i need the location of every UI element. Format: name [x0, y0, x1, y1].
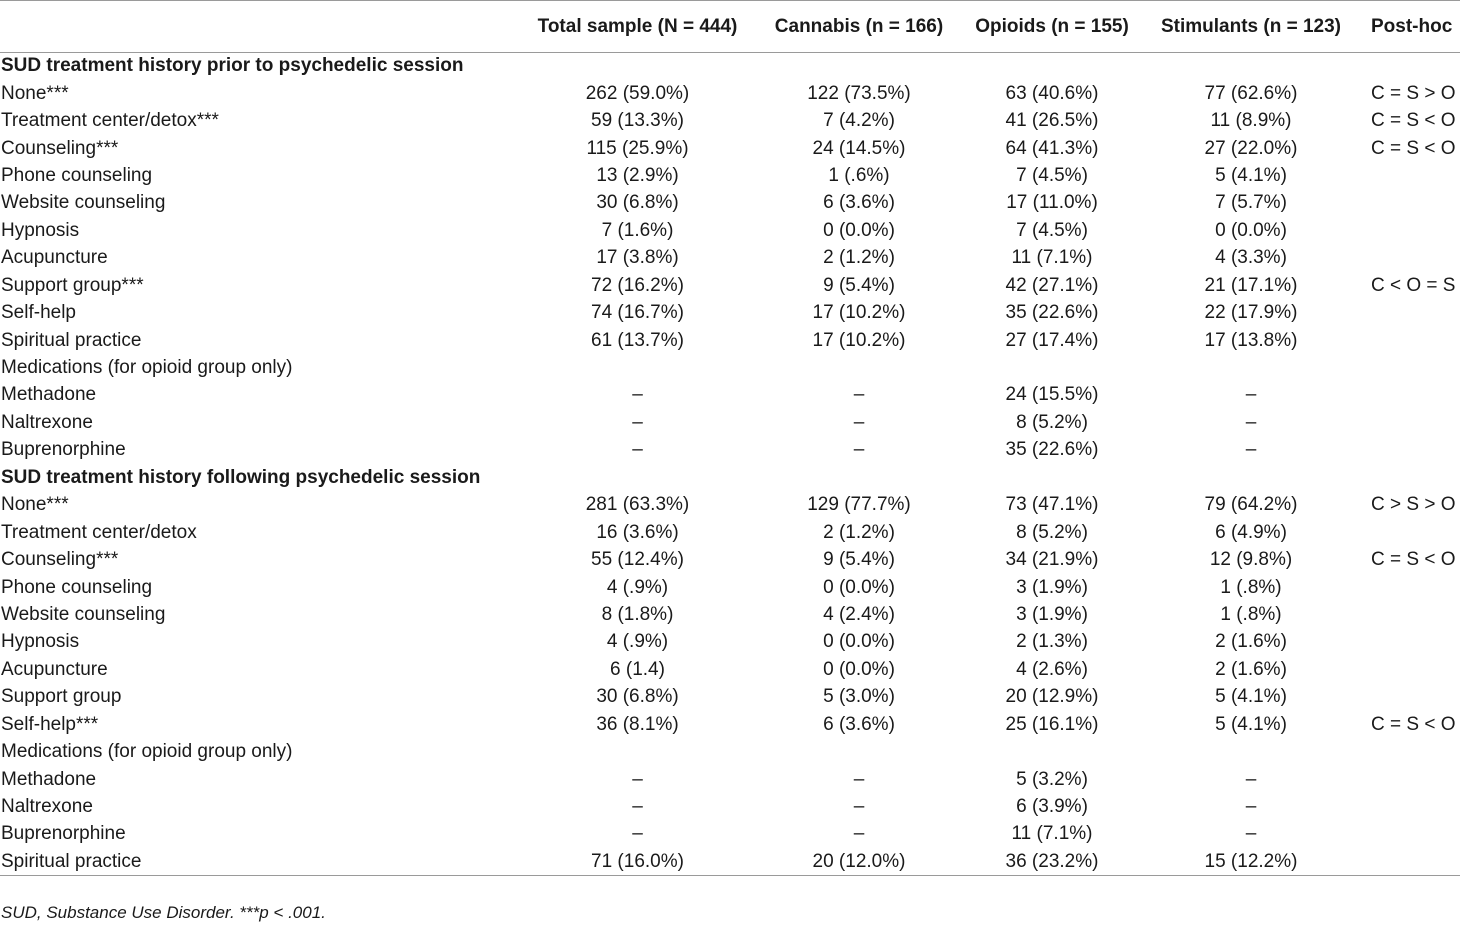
- row-label: Hypnosis: [1, 631, 80, 653]
- opioids-cell: 42 (27.1%): [1005, 274, 1099, 296]
- total-cell: 7 (1.6%): [601, 219, 674, 241]
- table-row: [0, 354, 1460, 381]
- header-label: [0, 1, 520, 53]
- cannabis-cell: 1 (.6%): [828, 164, 890, 186]
- posthoc-cell: [1361, 437, 1460, 464]
- opioids-cell: 5 (3.2%): [1016, 768, 1088, 790]
- table-row: [0, 382, 1460, 409]
- table-row: [0, 135, 1460, 162]
- header-opioids: Opioids (n = 155): [963, 1, 1141, 53]
- posthoc-cell: [1361, 217, 1460, 244]
- opioids-cell: 6 (3.9%): [1016, 796, 1088, 818]
- stimulants-cell: –: [1245, 384, 1257, 406]
- opioids-cell: 41 (26.5%): [1005, 110, 1099, 132]
- cannabis-cell: 5 (3.0%): [823, 686, 895, 708]
- stimulants-cell: 11 (8.9%): [1210, 110, 1292, 132]
- table-row: [0, 272, 1460, 299]
- opioids-cell: 7 (4.5%): [1016, 164, 1088, 186]
- opioids-cell: 24 (15.5%): [1005, 384, 1099, 406]
- stimulants-cell: 0 (0.0%): [1215, 219, 1287, 241]
- stimulants-cell: –: [1245, 768, 1257, 790]
- row-label: Spiritual practice: [0, 848, 520, 875]
- row-label: Medications (for opioid group only): [1, 741, 293, 763]
- row-label: Self-help***: [1, 713, 99, 735]
- row-label: Methadone: [1, 768, 97, 790]
- header-posthoc: Post-hoc: [1361, 1, 1460, 53]
- stimulants-cell: –: [1245, 411, 1257, 433]
- row-label: None***: [1, 82, 69, 104]
- posthoc-cell: [1361, 629, 1460, 656]
- table-footnote: SUD, Substance Use Disorder. ***p < .001.: [1, 903, 326, 922]
- cannabis-cell: –: [853, 411, 865, 433]
- opioids-cell: 7 (4.5%): [1016, 219, 1088, 241]
- row-label: Phone counseling: [1, 164, 153, 186]
- posthoc-cell: [1361, 848, 1460, 875]
- row-label: Treatment center/detox: [1, 521, 197, 543]
- opioids-cell: 8 (5.2%): [1016, 411, 1088, 433]
- table-row: [0, 245, 1460, 272]
- opioids-cell: 64 (41.3%): [1005, 137, 1099, 159]
- row-label: Buprenorphine: [1, 439, 126, 461]
- cannabis-cell: 20 (12.0%): [755, 848, 963, 875]
- table-row: [0, 80, 1460, 107]
- stimulants-cell: 5 (4.1%): [1215, 686, 1287, 708]
- opioids-cell: 3 (1.9%): [1016, 603, 1088, 625]
- posthoc-cell: [1361, 354, 1460, 381]
- section-header-row: [0, 464, 1460, 491]
- stimulants-cell: 6 (4.9%): [1215, 521, 1287, 543]
- row-label: Spiritual practice: [1, 329, 142, 351]
- table-row: [0, 848, 1460, 875]
- cannabis-cell: 24 (14.5%): [812, 137, 906, 159]
- header-cannabis: Cannabis (n = 166): [755, 1, 963, 53]
- stimulants-cell: 27 (22.0%): [1204, 137, 1298, 159]
- table-row: [0, 546, 1460, 573]
- posthoc-cell: C < O = S: [1371, 274, 1456, 296]
- table-row: [0, 299, 1460, 326]
- stimulants-cell: 21 (17.1%): [1204, 274, 1298, 296]
- cannabis-cell: 6 (3.6%): [823, 192, 895, 214]
- total-cell: 4 (.9%): [606, 631, 669, 653]
- total-cell: 30 (6.8%): [596, 686, 679, 708]
- stimulants-cell: 22 (17.9%): [1204, 302, 1298, 324]
- row-label: Counseling***: [1, 549, 119, 571]
- total-cell: 36 (8.1%): [596, 713, 679, 735]
- section-header-row: [0, 53, 1460, 80]
- opioids-cell: 35 (22.6%): [1005, 439, 1099, 461]
- total-cell: 13 (2.9%): [596, 164, 679, 186]
- total-cell: 71 (16.0%): [520, 848, 755, 875]
- stimulants-cell: –: [1245, 439, 1257, 461]
- cannabis-cell: [755, 354, 963, 381]
- table-row: [0, 629, 1460, 656]
- opioids-cell: 73 (47.1%): [1005, 494, 1099, 516]
- header-stimulants: Stimulants (n = 123): [1141, 1, 1361, 53]
- stimulants-cell: 2 (1.6%): [1215, 658, 1287, 680]
- table-row: [0, 821, 1460, 848]
- cannabis-cell: 0 (0.0%): [823, 658, 895, 680]
- total-cell: –: [632, 411, 643, 433]
- opioids-cell: 4 (2.6%): [1016, 658, 1088, 680]
- opioids-cell: 34 (21.9%): [1005, 549, 1099, 571]
- row-label: Counseling***: [1, 137, 119, 159]
- posthoc-cell: C = S < O: [1371, 110, 1456, 132]
- stimulants-cell: 15 (12.2%): [1141, 848, 1361, 875]
- cannabis-cell: 0 (0.0%): [823, 631, 895, 653]
- opioids-cell: 11 (7.1%): [1011, 823, 1093, 845]
- table-row: [0, 519, 1460, 546]
- row-label: Support group: [1, 686, 122, 708]
- posthoc-cell: [1361, 299, 1460, 326]
- total-cell: 6 (1.4): [610, 658, 665, 680]
- opioids-cell: [963, 354, 1141, 381]
- total-cell: –: [632, 768, 643, 790]
- opioids-cell: [963, 738, 1141, 765]
- stimulants-cell: 5 (4.1%): [1215, 164, 1287, 186]
- total-cell: 115 (25.9%): [586, 137, 689, 159]
- total-cell: –: [632, 384, 643, 406]
- total-cell: [520, 738, 755, 765]
- stimulants-cell: 1 (.8%): [1220, 576, 1282, 598]
- cannabis-cell: 4 (2.4%): [823, 603, 895, 625]
- cannabis-cell: 0 (0.0%): [823, 576, 895, 598]
- cannabis-cell: –: [853, 384, 865, 406]
- stimulants-cell: 79 (64.2%): [1204, 494, 1298, 516]
- posthoc-cell: [1361, 574, 1460, 601]
- total-cell: 16 (3.6%): [596, 521, 679, 543]
- cannabis-cell: 9 (5.4%): [823, 549, 895, 571]
- total-cell: 61 (13.7%): [591, 329, 684, 351]
- total-cell: 55 (12.4%): [591, 549, 684, 571]
- cannabis-cell: –: [853, 768, 865, 790]
- stimulants-cell: [1141, 738, 1361, 765]
- row-label: Hypnosis: [1, 219, 80, 241]
- posthoc-cell: [1361, 766, 1460, 793]
- stimulants-cell: 17 (13.8%): [1204, 329, 1298, 351]
- total-cell: –: [632, 439, 643, 461]
- section-title: SUD treatment history following psychedelic session: [1, 466, 481, 488]
- cannabis-cell: 9 (5.4%): [823, 274, 895, 296]
- cannabis-cell: 7 (4.2%): [823, 110, 895, 132]
- posthoc-cell: [1361, 382, 1460, 409]
- cannabis-cell: [755, 738, 963, 765]
- cannabis-cell: 2 (1.2%): [823, 247, 895, 269]
- posthoc-cell: [1361, 190, 1460, 217]
- stimulants-cell: 7 (5.7%): [1215, 192, 1287, 214]
- row-label: Website counseling: [1, 603, 166, 625]
- row-label: Naltrexone: [1, 411, 93, 433]
- row-label: Phone counseling: [1, 576, 153, 598]
- stimulants-cell: –: [1245, 823, 1257, 845]
- posthoc-cell: [1361, 656, 1460, 683]
- cannabis-cell: 17 (10.2%): [812, 302, 906, 324]
- posthoc-cell: C = S < O: [1371, 713, 1456, 735]
- row-label: Support group***: [1, 274, 144, 296]
- table-row: [0, 492, 1460, 519]
- total-cell: –: [632, 823, 643, 845]
- total-cell: 4 (.9%): [606, 576, 669, 598]
- row-label: Buprenorphine: [1, 823, 126, 845]
- posthoc-cell: [1361, 793, 1460, 820]
- table-row: [0, 793, 1460, 820]
- opioids-cell: 35 (22.6%): [1005, 302, 1099, 324]
- table-row: [0, 684, 1460, 711]
- row-label: Treatment center/detox***: [1, 110, 219, 132]
- row-label: Self-help: [1, 302, 76, 324]
- total-cell: 72 (16.2%): [591, 274, 684, 296]
- total-cell: 74 (16.7%): [591, 302, 684, 324]
- total-cell: 262 (59.0%): [585, 82, 690, 104]
- row-label: Naltrexone: [1, 796, 93, 818]
- stimulants-cell: 12 (9.8%): [1209, 549, 1293, 571]
- table-row: [0, 327, 1460, 354]
- total-cell: [520, 354, 755, 381]
- row-label: None***: [1, 494, 69, 516]
- stimulants-cell: 4 (3.3%): [1215, 247, 1287, 269]
- table-row: [0, 107, 1460, 134]
- cannabis-cell: –: [853, 796, 865, 818]
- table-header: [0, 1, 1460, 53]
- posthoc-cell: [1361, 245, 1460, 272]
- posthoc-cell: C = S < O: [1371, 549, 1456, 571]
- stimulants-cell: 5 (4.1%): [1215, 713, 1287, 735]
- cannabis-cell: –: [853, 439, 865, 461]
- row-label: Acupuncture: [1, 247, 108, 269]
- table-row: [0, 217, 1460, 244]
- row-label: Methadone: [1, 384, 97, 406]
- table-body: [0, 53, 1460, 876]
- table-row: [0, 190, 1460, 217]
- stimulants-cell: [1141, 354, 1361, 381]
- stimulants-cell: 77 (62.6%): [1204, 82, 1298, 104]
- posthoc-cell: C > S > O: [1371, 494, 1456, 516]
- posthoc-cell: [1361, 684, 1460, 711]
- opioids-cell: 20 (12.9%): [1005, 686, 1099, 708]
- table-row: [0, 162, 1460, 189]
- cannabis-cell: 2 (1.2%): [823, 521, 895, 543]
- opioids-cell: 2 (1.3%): [1016, 631, 1088, 653]
- table-row: [0, 656, 1460, 683]
- cannabis-cell: –: [853, 823, 865, 845]
- posthoc-cell: [1361, 409, 1460, 436]
- cannabis-cell: 122 (73.5%): [807, 82, 911, 104]
- opioids-cell: 11 (7.1%): [1011, 247, 1093, 269]
- total-cell: –: [632, 796, 643, 818]
- opioids-cell: 27 (17.4%): [1005, 329, 1099, 351]
- posthoc-cell: C = S > O: [1371, 82, 1456, 104]
- table-row: [0, 738, 1460, 765]
- section-title: SUD treatment history prior to psychedelic session: [1, 55, 464, 77]
- cannabis-cell: 6 (3.6%): [823, 713, 895, 735]
- header-row: [0, 1, 1460, 53]
- posthoc-cell: [1361, 162, 1460, 189]
- cannabis-cell: 129 (77.7%): [807, 494, 911, 516]
- cannabis-cell: 17 (10.2%): [812, 329, 906, 351]
- posthoc-cell: C = S < O: [1371, 137, 1456, 159]
- row-label: Acupuncture: [1, 658, 108, 680]
- opioids-cell: 3 (1.9%): [1016, 576, 1088, 598]
- table-row: [0, 574, 1460, 601]
- total-cell: 17 (3.8%): [596, 247, 679, 269]
- table-row: [0, 766, 1460, 793]
- row-label: Medications (for opioid group only): [1, 357, 293, 379]
- posthoc-cell: [1361, 821, 1460, 848]
- table-row: [0, 711, 1460, 738]
- total-cell: 59 (13.3%): [591, 110, 684, 132]
- stimulants-cell: 1 (.8%): [1220, 603, 1282, 625]
- opioids-cell: 36 (23.2%): [963, 848, 1141, 875]
- opioids-cell: 63 (40.6%): [1005, 82, 1099, 104]
- total-cell: 8 (1.8%): [601, 603, 674, 625]
- total-cell: 30 (6.8%): [596, 192, 679, 214]
- table-row: [0, 437, 1460, 464]
- stimulants-cell: –: [1245, 796, 1257, 818]
- row-label: Website counseling: [1, 192, 166, 214]
- header-total: Total sample (N = 444): [520, 1, 755, 53]
- opioids-cell: 8 (5.2%): [1016, 521, 1088, 543]
- opioids-cell: 25 (16.1%): [1005, 713, 1099, 735]
- posthoc-cell: [1361, 738, 1460, 765]
- posthoc-cell: [1361, 519, 1460, 546]
- table-row: [0, 409, 1460, 436]
- stimulants-cell: 2 (1.6%): [1215, 631, 1287, 653]
- opioids-cell: 17 (11.0%): [1006, 192, 1098, 214]
- total-cell: 281 (63.3%): [585, 494, 690, 516]
- posthoc-cell: [1361, 327, 1460, 354]
- table-row: [0, 601, 1460, 628]
- posthoc-cell: [1361, 601, 1460, 628]
- cannabis-cell: 0 (0.0%): [823, 219, 895, 241]
